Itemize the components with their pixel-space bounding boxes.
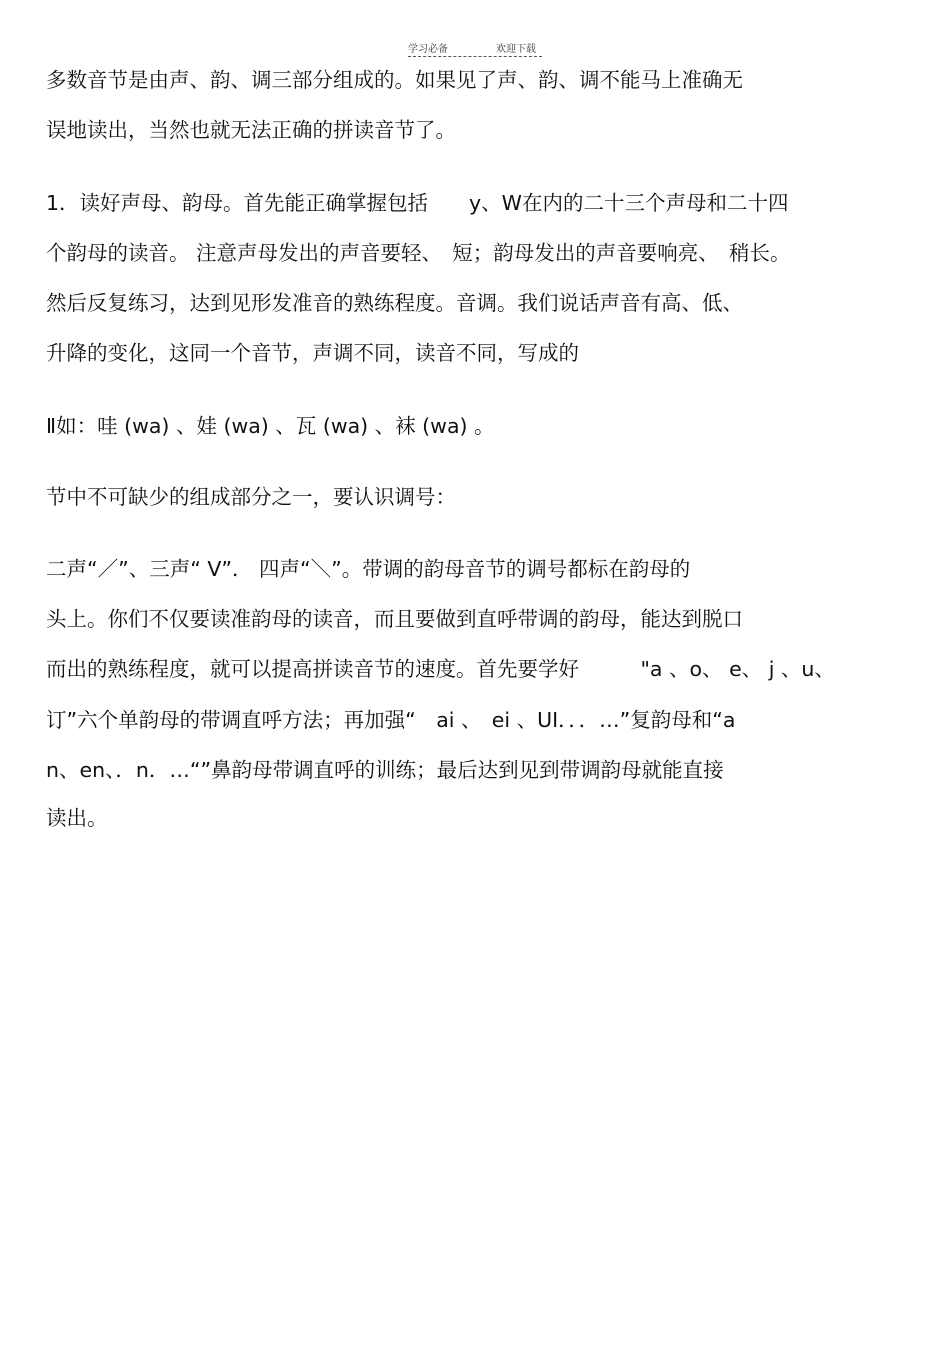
text-line-11: 而出的熟练程度，就可以提高拼读音节的速度。首先要学好 "a 、o、 e、 j 、u、 xyxy=(46,657,835,681)
page-header xyxy=(408,38,542,57)
text-line-5: 然后反复练习，达到见形发准音的熟练程度。音调。我们说话声音有高、低、 xyxy=(46,291,743,315)
text-line-1: 多数音节是由声、韵、调三部分组成的。如果见了声、韵、调不能马上准确无 xyxy=(46,68,743,92)
text-line-2: 误地读出，当然也就无法正确的拼读音节了。 xyxy=(46,118,456,142)
text-line-7: Ⅱ如：哇 (wa) 、娃 (wa) 、瓦 (wa) 、袜 (wa) 。 xyxy=(46,414,495,438)
text-line-10: 头上。你们不仅要读准韵母的读音，而且要做到直呼带调的韵母，能达到脱口 xyxy=(46,607,743,631)
text-line-14: 读出。 xyxy=(46,806,108,830)
text-line-4: 个韵母的读音。 注意声母发出的声音要轻、 短；韵母发出的声音要响亮、 稍长。 xyxy=(46,241,791,265)
text-line-13: n、en、．n．…“”鼻韵母带调直呼的训练；最后达到见到带调韵母就能直接 xyxy=(46,758,724,782)
header-left-text: 学习必备 xyxy=(408,44,448,55)
text-line-3: 1．读好声母、韵母。首先能正确掌握包括 y、W在内的二十三个声母和二十四 xyxy=(46,191,789,215)
text-line-12: 订”六个单韵母的带调直呼方法；再加强“ ai 、 ei 、UI．．．…”复韵母和“a xyxy=(46,708,736,732)
text-line-6: 升降的变化，这同一个音节，声调不同，读音不同，写成的 xyxy=(46,341,579,365)
text-line-9: 二声“／”、三声“ V”． 四声“＼”。带调的韵母音节的调号都标在韵母的 xyxy=(46,557,691,581)
text-line-8: 节中不可缺少的组成部分之一，要认识调号： xyxy=(46,485,456,509)
header-right-text: 欢迎下载 xyxy=(496,44,536,55)
